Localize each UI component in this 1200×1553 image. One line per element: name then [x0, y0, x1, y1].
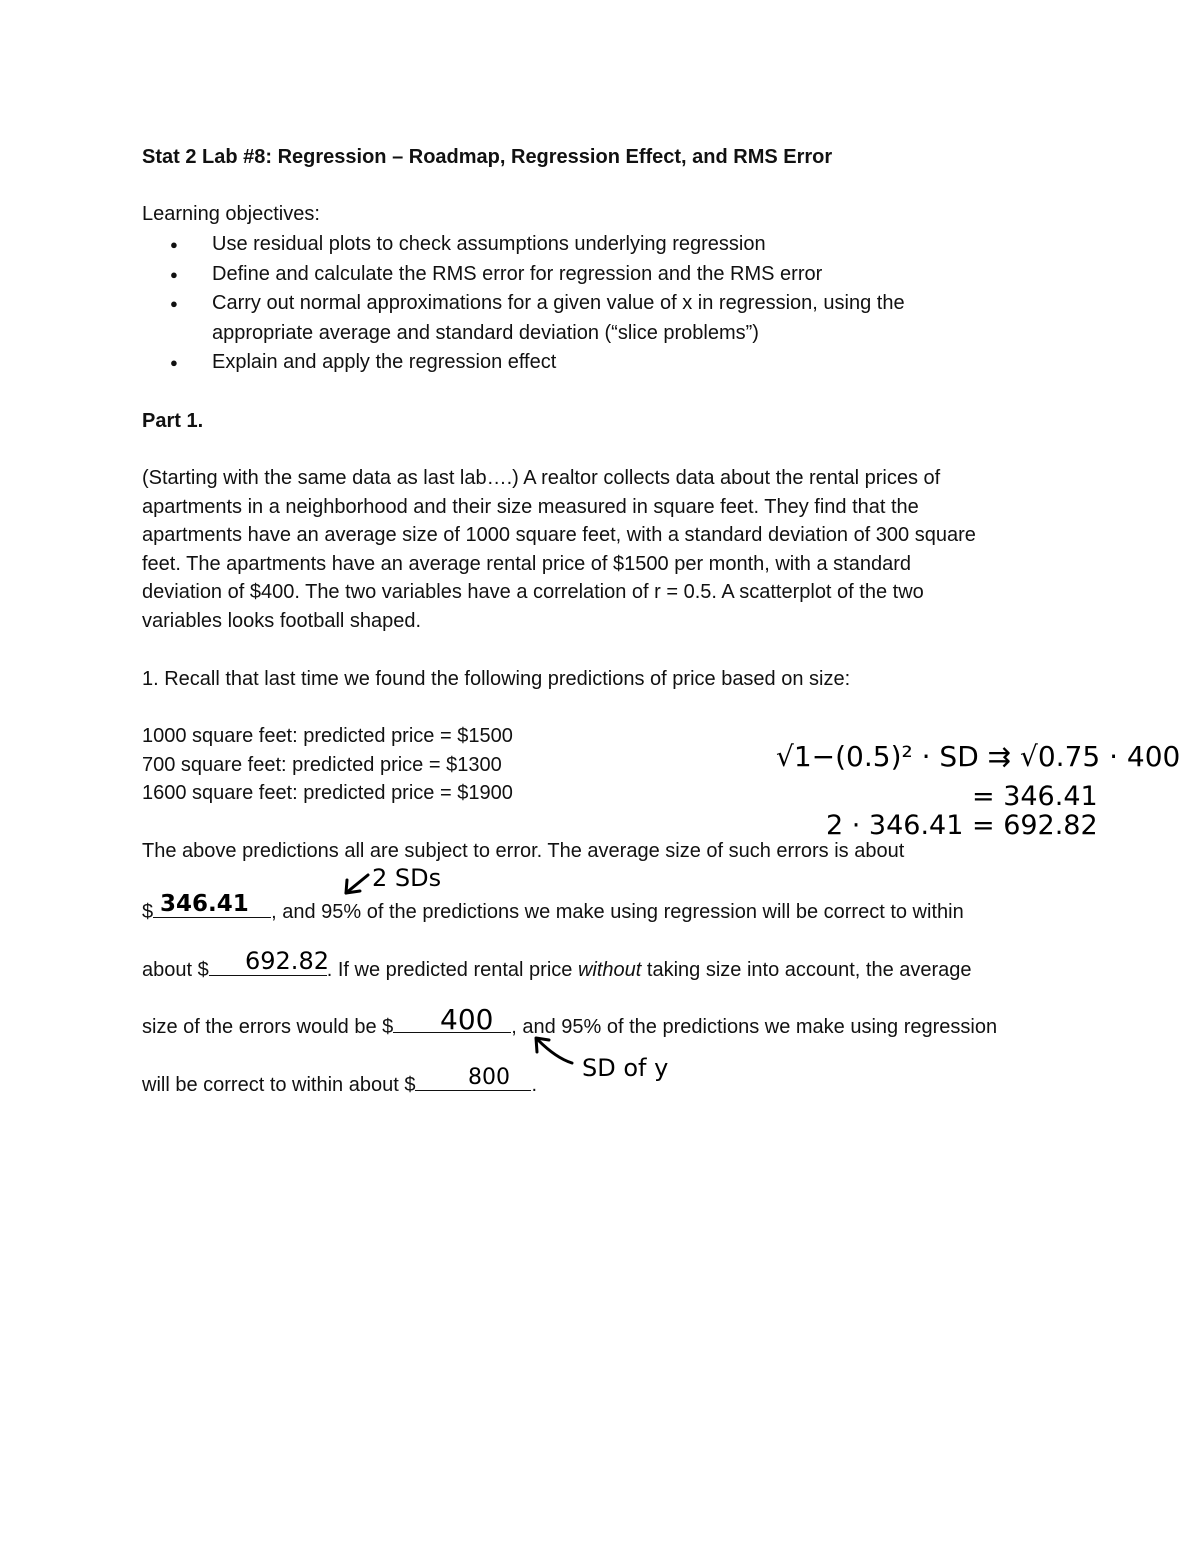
paragraph-line: deviation of $400. The two variables have a correlation of r = 0.5. A scatterplot of the two: [142, 581, 924, 604]
handwritten-answer-1: 346.41: [160, 891, 249, 917]
handwritten-answer-2: 692.82: [245, 947, 329, 975]
fill-text: . If we predicted rental price: [326, 959, 578, 981]
handwritten-formula-1: √1−(0.5)² · SD ⇉ √0.75 · 400: [776, 740, 1181, 773]
fill-text: taking size into account, the average: [641, 959, 972, 981]
handwritten-answer-4: 800: [468, 1065, 510, 1090]
paragraph-line: feet. The apartments have an average rental price of $1500 per month, with a standard: [142, 552, 911, 575]
fill-text: size of the errors would be $: [142, 1016, 394, 1038]
fill-text-italic: without: [577, 959, 642, 981]
prediction-line: 700 square feet: predicted price = $1300: [142, 754, 502, 776]
handwritten-formula-3: 2 · 346.41 = 692.82: [826, 810, 1098, 841]
paragraph-line: variables looks football shaped.: [142, 609, 422, 632]
fill-text: , and 95% of the predictions we make using regression will be correct to within: [271, 901, 964, 923]
errors-line: The above predictions all are subject to error. The average size of such errors is about: [142, 840, 905, 862]
objective-item: ● Use residual plots to check assumptions underlying regression: [170, 230, 905, 260]
fill-text: $: [142, 901, 154, 923]
objectives-heading: Learning objectives:: [142, 203, 320, 225]
prediction-line: 1000 square feet: predicted price = $1500: [142, 725, 513, 747]
objective-item: ● Carry out normal approximations for a given value of x in regression, using the: [170, 289, 905, 319]
handwritten-note-2sds: 2 SDs: [372, 864, 442, 892]
paragraph-line: (Starting with the same data as last lab….) A realtor collects data about the rental prices of: [142, 467, 941, 489]
objective-item: ● Define and calculate the RMS error for regression and the RMS error: [170, 260, 905, 290]
handwritten-note-sd-of-y: SD of y: [582, 1054, 669, 1082]
paragraph-line: apartments have an average size of 1000 square feet, with a standard deviation of 300 square: [142, 524, 976, 547]
part1-heading: Part 1.: [142, 410, 204, 432]
page-title: Stat 2 Lab #8: Regression – Roadmap, Regression Effect, and RMS Error: [142, 146, 833, 168]
prediction-line: 1600 square feet: predicted price = $1900: [142, 782, 513, 804]
fill-text: will be correct to within about $: [142, 1074, 416, 1096]
paragraph-line: apartments in a neighborhood and their size measured in square feet. They find that the: [142, 495, 919, 518]
arrow-sd-of-y-icon: [538, 1040, 572, 1063]
handwritten-formula-2: = 346.41: [972, 781, 1098, 812]
fill-text: .: [531, 1074, 538, 1096]
objective-item: ● Explain and apply the regression effect: [170, 348, 905, 378]
objective-item-continued: appropriate average and standard deviation (“slice problems”): [212, 321, 759, 344]
fill-text: about $: [142, 959, 209, 981]
handwritten-answer-3: 400: [440, 1003, 494, 1036]
question-1: 1. Recall that last time we found the following predictions of price based on size:: [142, 668, 851, 690]
fill-text: , and 95% of the predictions we make using regression: [511, 1016, 998, 1038]
